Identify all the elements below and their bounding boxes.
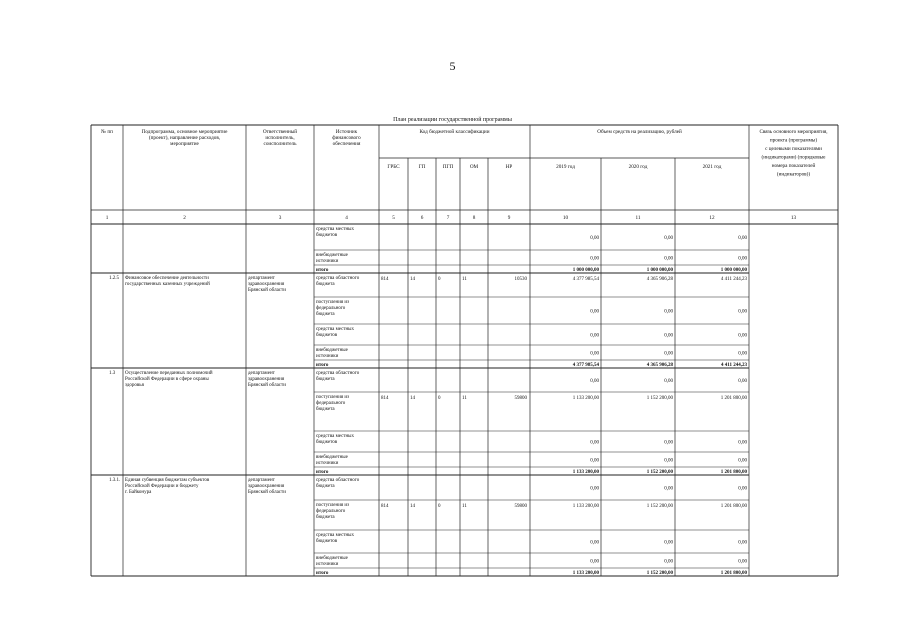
header-indicators: проекта (программы) [769, 137, 818, 144]
funding-source-label: бюджета [316, 282, 335, 287]
funding-source-label: бюджетов [316, 440, 338, 445]
amount-2021: 1 201 800,00 [720, 470, 747, 476]
header-column-number: 13 [790, 215, 797, 221]
amount-2019: 4 377 985,54 [572, 277, 599, 282]
item-responsible: департамент [248, 478, 275, 483]
amount-2020: 1 152 200,00 [646, 470, 673, 476]
funding-source-label: поступления из [316, 300, 350, 305]
code-pgp: 0 [438, 277, 441, 282]
amount-2019: 1 133 200,00 [572, 504, 599, 509]
item-name: г. Байконура [125, 490, 152, 495]
amount-2020: 0,00 [664, 379, 673, 384]
amount-2019: 0,00 [590, 379, 599, 384]
amount-2021: 4 411 244,23 [721, 363, 747, 369]
amount-2020: 0,00 [664, 236, 673, 241]
item-responsible: департамент [248, 276, 275, 281]
amount-2019: 0,00 [590, 540, 599, 546]
funding-source-label: внебюджетные [316, 253, 348, 258]
amount-2020: 4 365 906,28 [646, 277, 673, 282]
code-nr: 59800 [514, 504, 527, 509]
funding-source-label: бюджетов [316, 233, 338, 238]
funding-source-label: федерального [316, 509, 346, 514]
header-amounts: Объем средств на реализацию, рублей [597, 129, 682, 135]
item-number: 1.3.1. [109, 478, 121, 483]
header-subcolumn: НР [505, 164, 513, 170]
amount-2019: 4 377 985,54 [572, 363, 599, 369]
amount-2020: 1 152 200,00 [646, 396, 673, 401]
amount-2019: 0,00 [590, 351, 599, 357]
funding-source-label: федерального [316, 306, 346, 311]
amount-2020: 0,00 [664, 351, 673, 357]
header-column-number: 4 [345, 215, 348, 221]
amount-2020: 0,00 [664, 540, 673, 546]
code-grbs: 814 [381, 396, 389, 401]
code-om: 11 [462, 277, 467, 282]
amount-2020: 0,00 [664, 256, 673, 262]
funding-source-label: бюджета [316, 407, 335, 412]
header-responsible: Ответственный [262, 129, 298, 135]
amount-2019: 0,00 [590, 559, 599, 565]
code-nr: 10530 [514, 277, 527, 282]
amount-2019: 0,00 [590, 256, 599, 262]
table-caption: План реализации государственной программы [393, 117, 512, 123]
header-column-number: 1 [105, 215, 109, 221]
funding-source-label: внебюджетные [316, 455, 348, 460]
funding-source-label: средства областного [316, 478, 360, 483]
funding-source-label: итого [316, 571, 329, 577]
amount-2021: 0,00 [738, 309, 747, 315]
header-program: (проект), направление расходов, [148, 135, 221, 141]
amount-2019: 1 133 200,00 [572, 470, 599, 476]
amount-2021: 0,00 [738, 236, 747, 241]
code-om: 11 [462, 396, 467, 401]
code-gp: 14 [410, 277, 415, 282]
item-responsible: здравоохранения [248, 377, 285, 382]
amount-2020: 0,00 [664, 559, 673, 565]
header-column-number: 11 [635, 215, 641, 221]
code-gp: 14 [410, 396, 415, 401]
amount-2021: 0,00 [738, 440, 747, 446]
amount-2019: 0,00 [590, 440, 599, 446]
item-name: здоровья [125, 383, 144, 388]
amount-2019: 0,00 [590, 458, 599, 464]
funding-source-label: бюджета [316, 312, 335, 317]
amount-2021: 1 000 000,00 [720, 268, 747, 274]
amount-2019: 1 000 000,00 [572, 268, 599, 274]
header-responsible: соисполнитель [263, 141, 297, 147]
funding-source-label: итого [316, 470, 329, 476]
header-subcolumn: 2021 год [702, 164, 722, 170]
amount-2020: 4 365 906,28 [646, 363, 673, 369]
item-number: 1.3 [109, 371, 116, 376]
amount-2020: 1 152 200,00 [646, 571, 673, 577]
header-column-number: 5 [392, 215, 395, 221]
funding-source-label: внебюджетные [316, 556, 348, 561]
amount-2021: 0,00 [738, 379, 747, 384]
header-indicators: с целевыми показателями [765, 146, 822, 152]
amount-2020: 0,00 [664, 333, 673, 339]
item-name: Российской Федерации и бюджету [125, 484, 199, 489]
funding-source-label: бюджетов [316, 539, 338, 544]
amount-2019: 0,00 [590, 486, 599, 492]
funding-source-label: источники [316, 354, 339, 359]
amount-2020: 1 152 200,00 [646, 504, 673, 509]
amount-2019: 1 133 200,00 [572, 571, 599, 577]
funding-source-label: источники [316, 461, 339, 466]
funding-source-label: источники [316, 259, 339, 264]
amount-2021: 0,00 [738, 351, 747, 357]
funding-source-label: источники [316, 562, 339, 567]
header-column-number: 10 [562, 215, 569, 221]
amount-2021: 0,00 [738, 486, 747, 492]
amount-2020: 0,00 [664, 309, 673, 315]
amount-2019: 0,00 [590, 236, 599, 241]
header-budget-code: Код бюджетной классификации [419, 129, 490, 135]
header-program: Подпрограмма, основное мероприятие [141, 129, 228, 135]
header-indicators: (индикаторами) (порядковые [761, 154, 826, 161]
amount-2021: 0,00 [738, 559, 747, 565]
header-column-number: 8 [472, 215, 476, 221]
funding-source-label: средства местных [316, 327, 355, 332]
item-name: Единая субвенция бюджетам субъектов [125, 478, 210, 483]
amount-2020: 0,00 [664, 458, 673, 464]
header-column-number: 3 [278, 215, 282, 221]
code-nr: 59800 [514, 396, 527, 401]
amount-2021: 0,00 [738, 256, 747, 262]
item-name: государственных казенных учреждений [125, 282, 210, 287]
funding-source-label: бюджета [316, 515, 335, 520]
header-source: Источник [335, 129, 358, 135]
header-subcolumn: ПГП [442, 164, 454, 170]
amount-2019: 1 133 200,00 [572, 396, 599, 401]
amount-2021: 1 201 800,00 [720, 504, 747, 509]
amount-2020: 0,00 [664, 440, 673, 446]
funding-source-label: бюджетов [316, 333, 338, 338]
page-number: 5 [449, 59, 456, 73]
header-column-number: 6 [420, 215, 424, 221]
header-subcolumn: 2020 год [628, 164, 648, 170]
funding-source-label: итого [316, 363, 329, 369]
code-grbs: 814 [381, 504, 389, 509]
header-subcolumn: ГП [418, 164, 426, 170]
amount-2019: 0,00 [590, 309, 599, 315]
header-subcolumn: ОМ [469, 164, 479, 170]
code-gp: 14 [410, 504, 415, 509]
funding-source-label: федерального [316, 401, 346, 406]
funding-source-label: поступления из [316, 503, 350, 508]
funding-source-label: бюджета [316, 377, 335, 382]
header-indicators: Связь основного мероприятия, [759, 129, 828, 135]
item-responsible: здравоохранения [248, 484, 285, 489]
header-source: финансового [332, 135, 361, 141]
funding-source-label: итого [316, 268, 329, 274]
code-om: 11 [462, 504, 467, 509]
funding-source-label: поступления из [316, 395, 350, 400]
amount-2020: 1 000 000,00 [646, 268, 673, 274]
header-column-number: 9 [507, 215, 511, 221]
header-number: № пп [101, 129, 113, 135]
header-responsible: исполнитель, [265, 135, 295, 141]
amount-2021: 4 411 244,23 [720, 277, 747, 282]
header-subcolumn: ГРБС [387, 164, 400, 170]
funding-source-label: средства областного [316, 371, 360, 376]
amount-2021: 0,00 [738, 333, 747, 339]
item-name: Российской Федерации в сфере охраны [125, 377, 209, 382]
header-subcolumn: 2019 год [556, 164, 575, 170]
funding-source-label: средства местных [316, 434, 355, 439]
header-program: мероприятие [170, 141, 199, 147]
header-indicators: номера показателей [771, 163, 816, 169]
item-number: 1.2.5 [109, 276, 119, 281]
header-column-number: 12 [709, 215, 715, 221]
funding-source-label: средства областного [316, 276, 360, 281]
amount-2021: 0,00 [738, 458, 747, 464]
item-responsible: Брянской области [248, 288, 286, 293]
amount-2019: 0,00 [590, 333, 599, 339]
funding-source-label: бюджета [316, 484, 335, 489]
header-indicators: (индикаторов)) [776, 171, 811, 178]
item-responsible: Брянской области [248, 490, 286, 495]
funding-source-label: средства местных [316, 227, 355, 232]
amount-2020: 0,00 [664, 486, 673, 492]
amount-2021: 0,00 [738, 540, 747, 546]
item-name: Осуществление переданных полномочий [125, 371, 213, 376]
code-grbs: 814 [381, 277, 389, 282]
funding-source-label: средства местных [316, 533, 355, 538]
item-responsible: Брянской области [248, 383, 286, 388]
amount-2021: 1 201 800,00 [720, 571, 747, 577]
amount-2021: 1 201 800,00 [720, 396, 747, 401]
item-name: Финансовое обеспечение деятельности [125, 276, 209, 281]
item-responsible: здравоохранения [248, 282, 285, 287]
item-responsible: департамент [248, 371, 275, 376]
header-column-number: 2 [183, 215, 186, 221]
funding-source-label: внебюджетные [316, 348, 348, 353]
header-column-number: 7 [446, 215, 450, 221]
code-pgp: 0 [438, 396, 441, 401]
header-source: обеспечения [332, 141, 361, 147]
code-pgp: 0 [438, 504, 441, 509]
